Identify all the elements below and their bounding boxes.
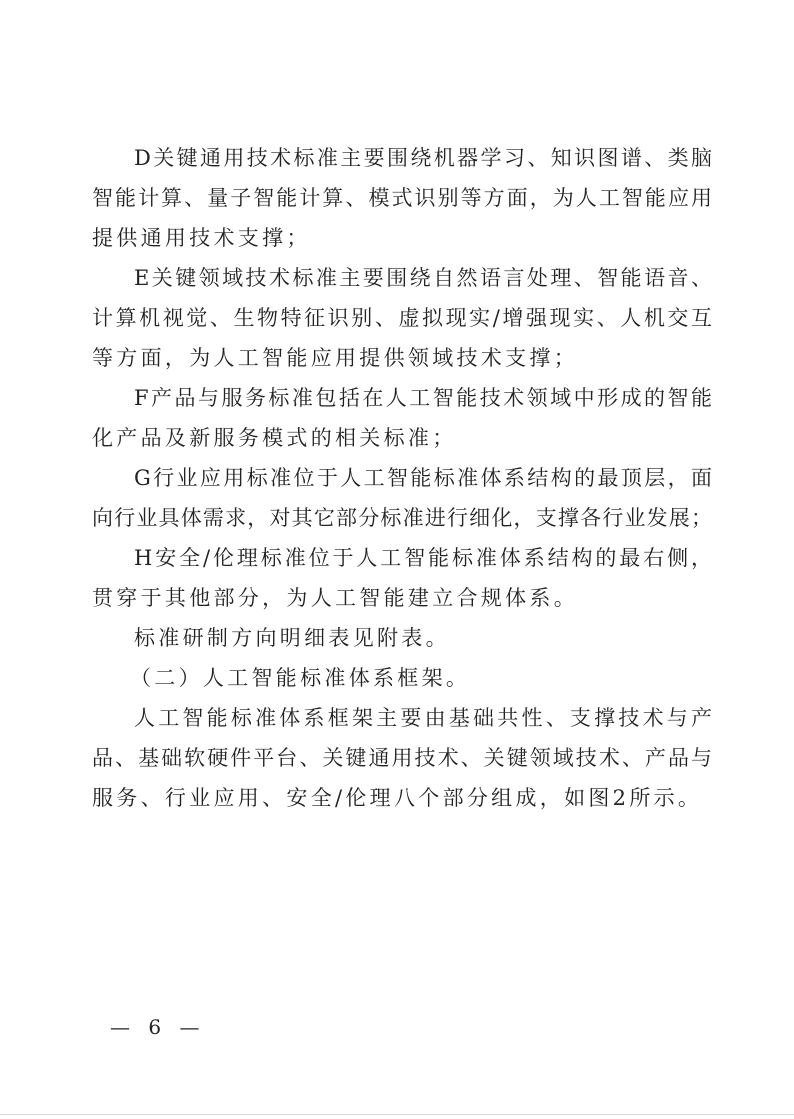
paragraph-g-line-2: 向行业具体需求，对其它部分标准进行细化，支撑各行业发展； <box>92 506 712 530</box>
framework-line-3: 服务、行业应用、安全/伦理八个部分组成，如图2所示。 <box>92 786 703 810</box>
bottom-edge-rule <box>0 1114 794 1115</box>
paragraph-d-line-3: 提供通用技术支撑； <box>92 226 311 250</box>
paragraph-f-line-2: 化产品及新服务模式的相关标准； <box>92 426 457 450</box>
paragraph-g-line-1: G行业应用标准位于人工智能标准体系结构的最顶层，面 <box>134 466 712 490</box>
page-number: — 6 — <box>110 1015 206 1039</box>
framework-line-2: 品、基础软硬件平台、关键通用技术、关键领域技术、产品与 <box>92 746 712 770</box>
paragraph-d-line-1: D关键通用技术标准主要围绕机器学习、知识图谱、类脑 <box>134 146 712 170</box>
paragraph-e-line-3: 等方面，为人工智能应用提供领域技术支撑； <box>92 346 578 370</box>
paragraph-e-line-1: E关键领域技术标准主要围绕自然语言处理、智能语音、 <box>134 266 712 290</box>
paragraph-f-line-1: F产品与服务标准包括在人工智能技术领域中形成的智能 <box>134 386 712 410</box>
section-heading: （二）人工智能标准体系框架。 <box>130 666 471 690</box>
paragraph-e-line-2: 计算机视觉、生物特征识别、虚拟现实/增强现实、人机交互 <box>92 306 712 330</box>
paragraph-h-line-1: H安全/伦理标准位于人工智能标准体系结构的最右侧， <box>134 546 712 570</box>
paragraph-h-line-2: 贯穿于其他部分，为人工智能建立合规体系。 <box>92 586 578 610</box>
paragraph-d-line-2: 智能计算、量子智能计算、模式识别等方面，为人工智能应用 <box>92 186 712 210</box>
framework-line-1: 人工智能标准体系框架主要由基础共性、支撑技术与产 <box>134 706 712 730</box>
appendix-note: 标准研制方向明细表见附表。 <box>134 626 450 650</box>
